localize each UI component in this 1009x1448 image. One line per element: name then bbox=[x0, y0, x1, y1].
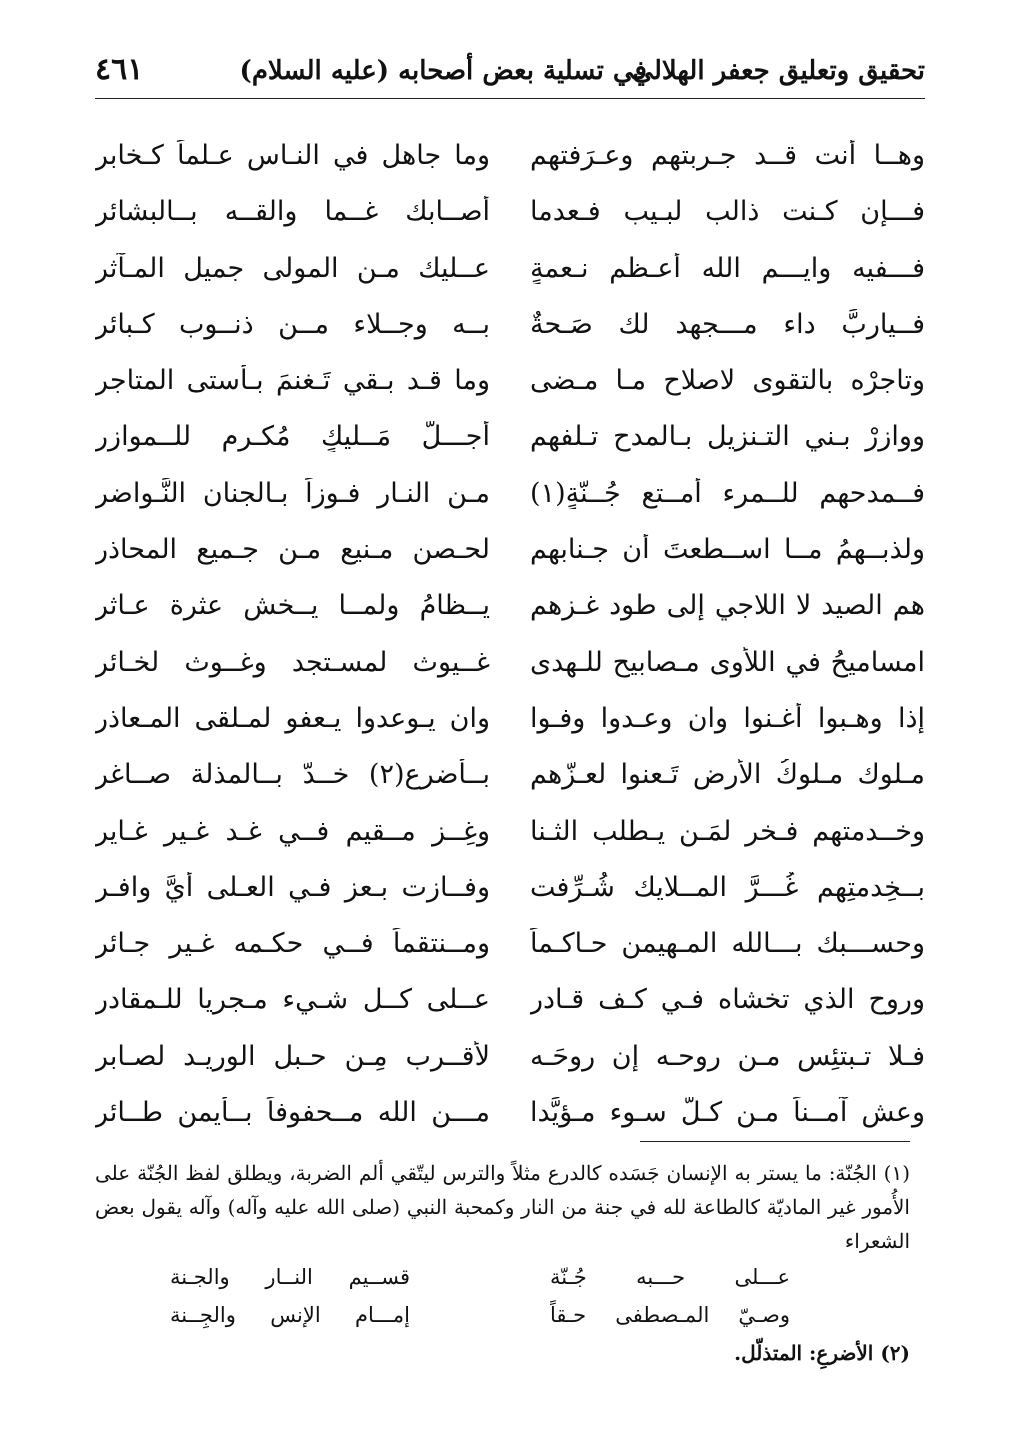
verse-second-hemistich: أصــابك غــما والقــه بــالبشائرِ bbox=[95, 196, 490, 228]
verse-first-hemistich: إذا وهـبوا أغـنوا وان وعـدوا وفـوا bbox=[530, 702, 925, 734]
verse-second-hemistich: ومــنتقماً فــي حكـمه غـير جـائرِ bbox=[95, 928, 490, 960]
book-title: تحقيق وتعليق جعفر الهلالي bbox=[632, 56, 925, 86]
section-title: في تسلية بعض أصحابه (عليه السلام) bbox=[239, 56, 647, 86]
verse-second-hemistich: لحـصن مـنيع مـن جـميع المحاذرِ bbox=[95, 534, 490, 566]
verse-second-hemistich: عــلى كــل شـيء مـجريا للـمقادرِ bbox=[95, 984, 490, 1016]
verse-first-hemistich: وهــا أنت قــد جـربتهم وعـرَفتهم bbox=[530, 140, 925, 171]
poem-verse bbox=[95, 355, 925, 411]
poem-verse bbox=[95, 693, 925, 749]
verse-second-hemistich: وغِــز مــقيم فــي غـد غـير غـايرِ bbox=[95, 815, 490, 847]
verse-second-hemistich: وما جاهل في النـاس عـلماً كـخابرِ bbox=[95, 140, 490, 171]
poem-verse bbox=[95, 468, 925, 524]
page-header bbox=[95, 50, 925, 96]
verse-first-hemistich: وعش آمــناً مـن كـلّ سـوء مـؤيَّدا bbox=[530, 1097, 925, 1129]
verse-first-hemistich: وحســـبك بـــالله المـهيمن حـاكـماً bbox=[530, 928, 925, 960]
verse-second-hemistich: وان يـوعدوا يـعفو لمـلقى المـعاذرِ bbox=[95, 702, 490, 734]
verse-second-hemistich: مـــن الله مــحفوفاً بــأيمن طــائرِ bbox=[95, 1097, 490, 1129]
verse-first-hemistich: فــياربَّ داء مـــجهد لك صَـحةٌ bbox=[530, 308, 925, 340]
poem-verse bbox=[95, 524, 925, 580]
poem-verse bbox=[95, 974, 925, 1030]
poem-verse bbox=[95, 186, 925, 242]
poem-verse bbox=[95, 580, 925, 636]
footnote-1: (١) الجُنّة: ما يستر به الإنسان جَسَده كالدرع مثلاً والترس ليتّقي ألم الضربة، ويطلق لفظ الجُنّة على الأُمور غير الماديّة كالطاعة لله في جنة من النار وكمحبة النبي (صلى الله عليه وآله) وآله يقول بعض الشعراء bbox=[95, 1161, 910, 1253]
verse-second-hemistich: بــه وجــلاء مــن ذنــوب كـبائرِ bbox=[95, 308, 490, 340]
verse-first-hemistich: فـــإن كـنت ذالب لبـيب فـعدما bbox=[530, 196, 925, 228]
verse-second-hemistich: أجـــلَّ مَــليكٍ مُكـرمٍ للــموازرِ bbox=[95, 421, 490, 453]
verse-first-hemistich: فــمدحهم للــمرء أمــتع جُــنّةٍ(١) bbox=[530, 477, 925, 509]
verse-first-hemistich: هم الصيد لا اللاجي إلى طود غـزهم bbox=[530, 590, 925, 622]
page-number: ٤٦١ bbox=[95, 52, 144, 87]
verse-first-hemistich: وتاجرْه بالتقوى لاصلاح مـا مـضى bbox=[530, 365, 925, 397]
verse-second-hemistich: وما قـد بـقي تَـغنمَ بـأستى المتاجرِ bbox=[95, 365, 490, 397]
footnote-verse-second: إمـــام الإنس والجِــنة bbox=[170, 1303, 410, 1327]
verse-first-hemistich: ولذبــهمُ مــا اســطعتَ أن جـنابهم bbox=[530, 534, 925, 566]
verse-second-hemistich: وفــازت بـعز فـي العـلى أيَّ وافـرِ bbox=[95, 871, 490, 903]
poem-verse bbox=[95, 1087, 925, 1143]
verse-first-hemistich: وروح الذي تخشاه فـي كـف قـادر bbox=[530, 984, 925, 1016]
footnote-verse-first: عـــلى حـــبه جُـنّة bbox=[550, 1265, 790, 1289]
verse-first-hemistich: فـلا تـبتئِس مـن روحـه إن روحَـه bbox=[530, 1040, 925, 1072]
poem-verse bbox=[95, 299, 925, 355]
poem-verse bbox=[95, 130, 925, 186]
verse-second-hemistich: غــيوث لمسـتجد وغــوث لخـائر bbox=[95, 646, 490, 678]
verse-second-hemistich: عــليك مـن المولى جميل المـآثرِ bbox=[95, 252, 490, 284]
footnote-verse-second: قســيم النــار والجـنة bbox=[170, 1265, 410, 1289]
footnote-2: (٢) الأضرعِ: المتذلّل. bbox=[734, 1341, 910, 1365]
footnote-verse-first: وصـيّ المـصطفى حـقاً bbox=[550, 1303, 790, 1327]
verse-first-hemistich: ووازرْ بـني التـنزيل بـالمدح تـلفهم bbox=[530, 421, 925, 453]
poem-verse bbox=[95, 411, 925, 467]
verse-second-hemistich: بــأضرع(٢) خــدّ بــالمذلة صــاغرِ bbox=[95, 759, 490, 791]
verse-first-hemistich: فـــفيه وايـــم الله أعـظم نـعمةٍ bbox=[530, 252, 925, 284]
verse-first-hemistich: مـلوك مـلوكُ الأرض تَـعنوا لعـزّهم bbox=[530, 759, 925, 791]
poem-verse bbox=[95, 862, 925, 918]
poem-verse bbox=[95, 806, 925, 862]
footnote-divider bbox=[640, 1141, 910, 1142]
verse-first-hemistich: امساميحُ في اللأوى مـصابيح للـهدى bbox=[530, 646, 925, 678]
verse-second-hemistich: مـن النـار فـوزاً بـالجنان النَّـواضرِ bbox=[95, 477, 490, 509]
header-divider bbox=[95, 98, 925, 99]
poem bbox=[95, 130, 925, 1143]
footnote-verse bbox=[95, 1298, 910, 1334]
verse-second-hemistich: يــظامُ ولمــا يــخش عثرة عـاثرِ bbox=[95, 590, 490, 622]
poem-verse bbox=[95, 749, 925, 805]
poem-verse bbox=[95, 1031, 925, 1087]
poem-verse bbox=[95, 918, 925, 974]
verse-second-hemistich: لأقــرب مِـنٍ حـبلِ الوريـد لصـابرِ bbox=[95, 1040, 490, 1072]
footnote-verse bbox=[95, 1260, 910, 1296]
verse-first-hemistich: بــخِدمتِهم غُـــرَّ المــلايك شُـرِّفت bbox=[530, 871, 925, 903]
verse-first-hemistich: وخــدمتهم فـخر لمَـن يـطلب الثـنا bbox=[530, 815, 925, 847]
poem-verse bbox=[95, 637, 925, 693]
poem-verse bbox=[95, 243, 925, 299]
footnotes bbox=[95, 1156, 910, 1370]
